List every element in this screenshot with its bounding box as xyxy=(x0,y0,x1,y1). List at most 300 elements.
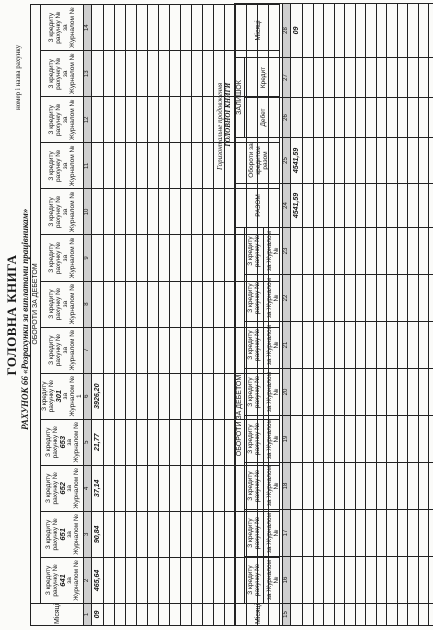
table-cell xyxy=(376,4,387,58)
journal-label: Журналом № xyxy=(72,467,80,509)
table-cell xyxy=(324,228,335,275)
table-cell xyxy=(418,557,429,604)
credit-column-header xyxy=(41,327,84,373)
table-cell xyxy=(104,51,115,97)
journal-label: Журналом № xyxy=(69,53,76,95)
journal-prefix: за xyxy=(62,392,69,400)
table-cell xyxy=(303,463,314,510)
table-cell xyxy=(214,5,225,51)
table-cell xyxy=(376,228,387,275)
table-cell xyxy=(181,51,192,97)
column-number: 22 xyxy=(283,275,291,322)
table-cell xyxy=(203,51,214,97)
table-cell xyxy=(397,416,408,463)
table-cell xyxy=(387,98,398,138)
table-cell xyxy=(148,603,159,625)
table-cell xyxy=(192,235,203,281)
column-number: 16 xyxy=(283,557,291,604)
credit-account-number: 653 xyxy=(57,436,67,449)
table-cell xyxy=(397,557,408,604)
table-cell xyxy=(376,604,387,626)
table-cell xyxy=(137,51,148,97)
table-cell xyxy=(418,4,429,58)
table-cell xyxy=(137,373,148,419)
table-cell xyxy=(115,373,126,419)
table-cell xyxy=(418,510,429,557)
table-cell xyxy=(126,189,137,235)
credit-account-label: З кредиту рахунку № xyxy=(48,149,62,183)
table-cell xyxy=(148,51,159,97)
credit-account-label: З кредиту рахунку № xyxy=(48,334,62,367)
table-cell xyxy=(313,58,324,98)
table-cell xyxy=(181,511,192,557)
table-cell xyxy=(291,275,303,322)
table-row xyxy=(92,5,104,626)
table-cell xyxy=(397,275,408,322)
table-cell xyxy=(104,143,115,189)
table-cell xyxy=(429,369,433,416)
table-cell xyxy=(429,275,433,322)
table-cell xyxy=(313,463,324,510)
table-cell xyxy=(126,373,137,419)
table-cell xyxy=(429,138,433,184)
column-number: 23 xyxy=(283,228,291,275)
journal-prefix: за xyxy=(62,208,69,216)
table-cell xyxy=(203,5,214,51)
table-cell xyxy=(376,138,387,184)
column-number: 13 xyxy=(84,51,92,97)
table-cell xyxy=(148,373,159,419)
journal-label: Журналом № xyxy=(69,329,76,371)
table-cell xyxy=(408,510,419,557)
credit-account-number: 301 xyxy=(54,389,63,403)
table-cell xyxy=(170,373,181,419)
table-cell xyxy=(408,369,419,416)
journal-label: за Журналом № xyxy=(264,463,283,510)
table-cell xyxy=(137,5,148,51)
journal-label: за Журналом № xyxy=(264,275,283,322)
table-cell: 90,84 xyxy=(92,511,104,557)
table-cell xyxy=(324,463,335,510)
table-cell xyxy=(126,465,137,511)
table-cell xyxy=(397,4,408,58)
journal-prefix: за xyxy=(65,485,73,492)
table-row xyxy=(397,4,408,626)
continuation-note xyxy=(216,83,232,170)
table-cell xyxy=(192,557,203,603)
journal-label: Журналом № 1 xyxy=(69,375,83,417)
table-cell xyxy=(291,98,303,138)
table-cell xyxy=(214,603,225,625)
table-cell xyxy=(214,281,225,327)
column-number: 17 xyxy=(283,510,291,557)
column-number: 4 xyxy=(84,465,92,511)
table-cell: 3926,20 xyxy=(92,373,104,419)
column-number: 21 xyxy=(283,322,291,369)
table-cell xyxy=(126,97,137,143)
table-cell xyxy=(291,510,303,557)
table-cell xyxy=(192,603,203,625)
table-cell xyxy=(303,275,314,322)
table-cell xyxy=(366,4,377,58)
table-cell xyxy=(387,510,398,557)
table-cell xyxy=(148,5,159,51)
table-row xyxy=(192,5,203,626)
table-cell xyxy=(345,184,356,228)
table-cell xyxy=(303,4,314,58)
journal-prefix: за xyxy=(62,300,69,308)
table-cell xyxy=(115,143,126,189)
column-number: 12 xyxy=(84,97,92,143)
continuation-note-line: ГОЛОВНОЇ КНИГИ xyxy=(224,82,232,147)
table-cell xyxy=(303,138,314,184)
credit-column-header xyxy=(41,281,84,327)
table-cell xyxy=(92,5,104,51)
table-cell xyxy=(376,416,387,463)
table-cell xyxy=(355,557,366,604)
credit-column-header xyxy=(41,465,84,511)
table-cell xyxy=(366,228,377,275)
table-cell xyxy=(137,465,148,511)
table-cell xyxy=(355,275,366,322)
table-cell xyxy=(192,511,203,557)
table-cell xyxy=(418,98,429,138)
table-cell xyxy=(429,557,433,604)
table-cell xyxy=(170,281,181,327)
table-cell xyxy=(291,228,303,275)
table-cell xyxy=(214,557,225,603)
table-cell xyxy=(126,327,137,373)
table-cell xyxy=(334,510,345,557)
table-cell xyxy=(408,184,419,228)
table-cell xyxy=(313,4,324,58)
journal-label: за Журналом № xyxy=(264,322,283,369)
table-cell: 37,14 xyxy=(92,465,104,511)
table-cell xyxy=(366,463,377,510)
journal-label: Журналом № xyxy=(72,421,80,463)
table-cell xyxy=(104,465,115,511)
table-cell xyxy=(313,416,324,463)
table-cell xyxy=(324,369,335,416)
table-cell xyxy=(324,4,335,58)
table-cell xyxy=(313,369,324,416)
table-cell xyxy=(170,419,181,465)
journal-label: Журналом № xyxy=(69,7,76,48)
table-row xyxy=(355,4,366,626)
table-cell xyxy=(355,604,366,626)
table-cell xyxy=(170,189,181,235)
table-cell xyxy=(408,557,419,604)
table-cell xyxy=(126,51,137,97)
table-cell xyxy=(324,322,335,369)
continuation-note-line: Горизонтальне продовження xyxy=(216,82,224,170)
journal-prefix: за xyxy=(62,70,69,78)
column-number: 15 xyxy=(283,604,291,626)
table-cell xyxy=(397,58,408,98)
table-cell xyxy=(115,97,126,143)
page-title: ГОЛОВНА КНИГА xyxy=(4,254,19,376)
credit-account-label: З кредиту рахунку № xyxy=(48,11,62,44)
table-cell xyxy=(181,5,192,51)
journal-prefix: за xyxy=(62,254,69,262)
table-cell xyxy=(418,604,429,626)
table-cell xyxy=(355,228,366,275)
table-cell xyxy=(192,281,203,327)
column-number: 8 xyxy=(84,281,92,327)
table-cell xyxy=(291,416,303,463)
journal-prefix: за xyxy=(62,24,69,31)
table-row xyxy=(366,4,377,626)
table-cell xyxy=(408,416,419,463)
table-cell xyxy=(387,604,398,626)
journal-label: Журналом № xyxy=(72,514,80,555)
table-cell xyxy=(345,58,356,98)
table-cell xyxy=(345,98,356,138)
credit-column-header: З кредиту рахунку № xyxy=(245,416,264,463)
table-cell xyxy=(376,98,387,138)
column-number: 7 xyxy=(84,327,92,373)
table-cell xyxy=(181,557,192,603)
column-number: 27 xyxy=(283,58,291,98)
table-cell xyxy=(159,373,170,419)
table-cell xyxy=(418,463,429,510)
table-cell xyxy=(429,184,433,228)
table-cell: 09 xyxy=(92,603,104,625)
table-cell xyxy=(170,5,181,51)
table-cell xyxy=(104,5,115,51)
journal-label: Журналом № xyxy=(69,283,76,325)
table-cell xyxy=(397,322,408,369)
table-cell xyxy=(366,369,377,416)
table-cell xyxy=(355,369,366,416)
credit-account-label: З кредиту рахунку № xyxy=(44,518,59,551)
table-cell xyxy=(170,603,181,625)
table-cell xyxy=(115,603,126,625)
table-row xyxy=(313,4,324,626)
table-cell xyxy=(418,275,429,322)
table-cell xyxy=(203,281,214,327)
table-cell xyxy=(181,603,192,625)
table-cell xyxy=(192,189,203,235)
table-cell xyxy=(366,275,377,322)
table-cell xyxy=(170,97,181,143)
table-cell xyxy=(137,235,148,281)
column-number: 19 xyxy=(283,416,291,463)
table-cell xyxy=(214,373,225,419)
table-row xyxy=(418,4,429,626)
table-cell xyxy=(408,138,419,184)
table-cell xyxy=(345,416,356,463)
journal-label: Журналом № xyxy=(69,237,76,279)
table-cell xyxy=(397,228,408,275)
table-cell xyxy=(429,4,433,58)
table-cell xyxy=(408,275,419,322)
table-cell xyxy=(313,98,324,138)
table-cell xyxy=(387,138,398,184)
table-cell xyxy=(104,235,115,281)
account-number-hint: номер і назва рахунку xyxy=(14,44,22,110)
table-cell xyxy=(137,97,148,143)
credit-header: Кредит xyxy=(245,58,283,98)
table-cell xyxy=(418,184,429,228)
table-cell xyxy=(137,511,148,557)
table-cell xyxy=(192,327,203,373)
table-cell xyxy=(115,235,126,281)
table-cell xyxy=(376,184,387,228)
table-cell xyxy=(181,281,192,327)
table-row xyxy=(303,4,314,626)
table-cell xyxy=(345,604,356,626)
table-cell xyxy=(366,416,377,463)
table-cell xyxy=(192,97,203,143)
table-cell xyxy=(429,322,433,369)
table-cell xyxy=(115,5,126,51)
table-cell xyxy=(126,511,137,557)
table-cell xyxy=(408,58,419,98)
table-cell xyxy=(148,511,159,557)
table-cell xyxy=(181,97,192,143)
table-cell xyxy=(324,416,335,463)
table-cell xyxy=(203,511,214,557)
table-cell xyxy=(418,228,429,275)
table-cell xyxy=(159,143,170,189)
table-cell xyxy=(334,416,345,463)
table-cell xyxy=(324,557,335,604)
table-row xyxy=(334,4,345,626)
table-cell xyxy=(137,281,148,327)
table-cell xyxy=(104,557,115,603)
table-cell xyxy=(137,327,148,373)
table-cell xyxy=(376,463,387,510)
table-cell xyxy=(397,510,408,557)
table-cell xyxy=(366,58,377,98)
table-cell xyxy=(192,465,203,511)
table-cell xyxy=(408,228,419,275)
table-cell xyxy=(313,604,324,626)
table-cell xyxy=(324,184,335,228)
table-cell xyxy=(408,98,419,138)
table-cell xyxy=(387,184,398,228)
table-cell xyxy=(126,557,137,603)
table-cell xyxy=(214,511,225,557)
account-title: РАХУНОК 66 «Розрахунки за виплатами працівникам» xyxy=(20,208,30,430)
credit-column-header xyxy=(41,373,84,419)
journal-prefix: за xyxy=(65,531,73,538)
credit-account-label: З кредиту рахунку № xyxy=(48,57,62,90)
table-cell xyxy=(355,4,366,58)
table-cell xyxy=(387,275,398,322)
table-cell xyxy=(137,557,148,603)
table-cell xyxy=(376,510,387,557)
column-number: 3 xyxy=(84,511,92,557)
table-cell: 4541,59 xyxy=(291,184,303,228)
table-cell xyxy=(92,281,104,327)
credit-column-header: З кредиту рахунку № xyxy=(245,510,264,557)
column-number: 9 xyxy=(84,235,92,281)
table-cell xyxy=(366,184,377,228)
credit-column-header: З кредиту рахунку № xyxy=(245,463,264,510)
table-cell xyxy=(324,510,335,557)
table-cell xyxy=(148,281,159,327)
table-cell xyxy=(181,235,192,281)
table-cell xyxy=(126,143,137,189)
table-cell xyxy=(355,416,366,463)
credit-account-label: З кредиту рахунку № xyxy=(41,380,55,413)
table-cell xyxy=(418,416,429,463)
table-cell xyxy=(303,98,314,138)
table-cell xyxy=(137,189,148,235)
table-cell xyxy=(170,143,181,189)
table-cell xyxy=(170,511,181,557)
table-cell xyxy=(387,557,398,604)
table-cell xyxy=(104,373,115,419)
table-cell xyxy=(303,322,314,369)
credit-account-label: З кредиту рахунку № xyxy=(48,195,62,229)
table-cell xyxy=(192,143,203,189)
table-cell xyxy=(313,557,324,604)
table-cell xyxy=(376,322,387,369)
table-cell: 09 xyxy=(291,4,303,58)
table-cell xyxy=(376,369,387,416)
journal-label: за Журналом № xyxy=(264,228,283,275)
journal-label: за Журналом № xyxy=(264,557,283,604)
table-cell xyxy=(92,51,104,97)
table-cell xyxy=(418,58,429,98)
table-cell xyxy=(170,51,181,97)
table-cell xyxy=(203,419,214,465)
table-cell xyxy=(126,281,137,327)
table-row xyxy=(387,4,398,626)
column-number-row xyxy=(283,4,291,626)
table-cell xyxy=(334,138,345,184)
table-cell xyxy=(115,557,126,603)
table-cell xyxy=(313,228,324,275)
credit-account-label: З кредиту рахунку № xyxy=(44,564,59,597)
table-cell: 21,77 xyxy=(92,419,104,465)
table-cell xyxy=(192,373,203,419)
table-cell xyxy=(429,228,433,275)
table-cell xyxy=(366,510,377,557)
table-cell xyxy=(192,51,203,97)
credit-column-header xyxy=(41,51,84,97)
debit-header: Дебет xyxy=(245,98,283,138)
journal-label: за Журналом № xyxy=(264,510,283,557)
table-cell xyxy=(115,189,126,235)
table-cell xyxy=(159,419,170,465)
table-cell xyxy=(408,463,419,510)
credit-column-header xyxy=(41,419,84,465)
credit-column-header xyxy=(41,5,84,51)
table-row xyxy=(170,5,181,626)
table-cell xyxy=(104,511,115,557)
table-cell xyxy=(291,557,303,604)
credit-account-label: З кредиту рахунку № xyxy=(48,103,62,136)
table-cell xyxy=(303,184,314,228)
table-cell xyxy=(324,275,335,322)
table-cell xyxy=(203,235,214,281)
table-cell xyxy=(148,419,159,465)
table-cell xyxy=(181,419,192,465)
table-cell xyxy=(345,510,356,557)
table-cell xyxy=(203,603,214,625)
table-cell xyxy=(345,275,356,322)
debit-turnover-header: ОБОРОТИ ЗА ДЕБЕТОМ xyxy=(235,228,245,604)
table-cell: 465,64 xyxy=(92,557,104,603)
table-cell xyxy=(376,58,387,98)
continuation-table xyxy=(234,3,433,626)
table-cell xyxy=(313,138,324,184)
column-number: 20 xyxy=(283,369,291,416)
